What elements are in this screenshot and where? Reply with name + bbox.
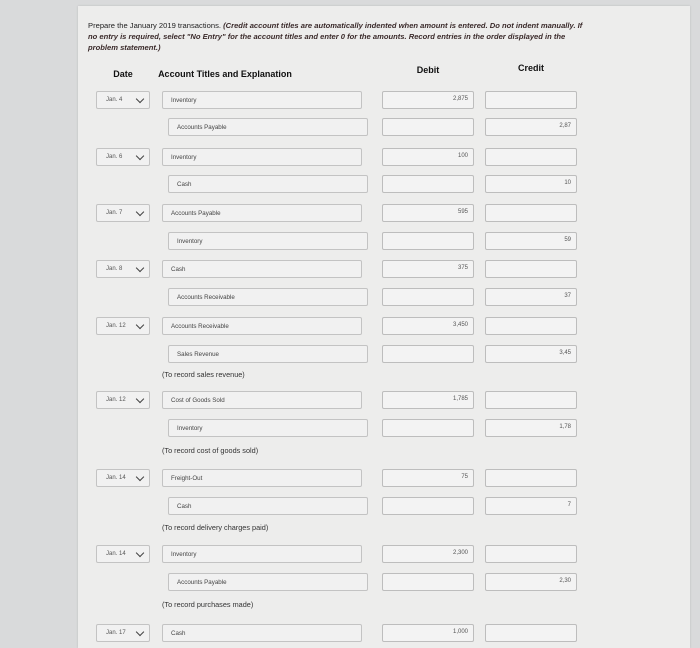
credit-amount-input[interactable]: 59 [485, 232, 577, 250]
chevron-down-icon [136, 628, 144, 636]
journal-row-debit [0, 260, 700, 282]
journal-row-credit [0, 419, 700, 441]
chevron-down-icon [136, 549, 144, 557]
chevron-down-icon [136, 264, 144, 272]
credit-account-input[interactable]: Accounts Receivable [168, 288, 368, 306]
credit-amount-input[interactable]: 2,30 [485, 573, 577, 591]
credit-account-input[interactable]: Cash [168, 175, 368, 193]
date-select[interactable] [96, 148, 150, 166]
credit-amount-input[interactable] [485, 624, 577, 642]
journal-row-credit [0, 232, 700, 254]
debit-amount-input[interactable] [382, 175, 474, 193]
journal-row-debit [0, 545, 700, 567]
debit-account-input[interactable]: Inventory [162, 148, 362, 166]
debit-amount-input[interactable]: 100 [382, 148, 474, 166]
date-select-value: Jan. 14 [106, 551, 126, 557]
date-select[interactable] [96, 391, 150, 409]
journal-row-credit [0, 118, 700, 140]
date-select[interactable] [96, 317, 150, 335]
credit-account-input[interactable]: Inventory [168, 419, 368, 437]
debit-amount-input[interactable] [382, 497, 474, 515]
debit-amount-input[interactable]: 595 [382, 204, 474, 222]
instructions [88, 20, 583, 53]
entry-explanation: (To record sales revenue) [162, 370, 245, 379]
debit-account-input[interactable]: Accounts Receivable [162, 317, 362, 335]
journal-row-debit [0, 469, 700, 491]
debit-amount-input[interactable] [382, 232, 474, 250]
journal-row-debit [0, 148, 700, 170]
credit-amount-input[interactable] [485, 260, 577, 278]
credit-amount-input[interactable] [485, 91, 577, 109]
date-select-value: Jan. 12 [106, 397, 126, 403]
entry-explanation: (To record delivery charges paid) [162, 523, 269, 532]
debit-account-input[interactable]: Cash [162, 260, 362, 278]
chevron-down-icon [136, 152, 144, 160]
debit-amount-input[interactable]: 3,450 [382, 317, 474, 335]
journal-row-debit [0, 317, 700, 339]
debit-amount-input[interactable] [382, 288, 474, 306]
debit-amount-input[interactable]: 2,300 [382, 545, 474, 563]
credit-amount-input[interactable] [485, 317, 577, 335]
journal-row-credit [0, 288, 700, 310]
credit-amount-input[interactable]: 7 [485, 497, 577, 515]
credit-amount-input[interactable] [485, 469, 577, 487]
instructions-detail: (Credit account titles are automatically indented when amount is entered. Do not indent manually. If no entry is required, select "No Entry" for the account titles and enter 0 for the amounts. Record entries in the order displayed in the problem statement.) [88, 21, 583, 52]
debit-account-input[interactable]: Freight-Out [162, 469, 362, 487]
date-select[interactable] [96, 469, 150, 487]
credit-amount-input[interactable]: 1,78 [485, 419, 577, 437]
credit-amount-input[interactable]: 3,45 [485, 345, 577, 363]
date-select[interactable] [96, 624, 150, 642]
journal-row-credit [0, 497, 700, 519]
chevron-down-icon [136, 473, 144, 481]
credit-amount-input[interactable] [485, 391, 577, 409]
journal-row-credit [0, 345, 700, 367]
journal-row-debit [0, 91, 700, 113]
date-select-value: Jan. 7 [106, 210, 123, 216]
debit-account-input[interactable]: Accounts Payable [162, 204, 362, 222]
instructions-lead: Prepare the January 2019 transactions. [88, 21, 221, 30]
credit-account-input[interactable]: Sales Revenue [168, 345, 368, 363]
column-header-date: Date [113, 69, 133, 79]
credit-amount-input[interactable] [485, 204, 577, 222]
debit-amount-input[interactable] [382, 118, 474, 136]
credit-account-input[interactable]: Cash [168, 497, 368, 515]
date-select-value: Jan. 8 [106, 266, 123, 272]
debit-account-input[interactable]: Inventory [162, 91, 362, 109]
credit-amount-input[interactable]: 10 [485, 175, 577, 193]
journal-row-credit [0, 573, 700, 595]
date-select-value: Jan. 6 [106, 154, 123, 160]
date-select-value: Jan. 12 [106, 323, 126, 329]
credit-account-input[interactable]: Inventory [168, 232, 368, 250]
credit-amount-input[interactable] [485, 148, 577, 166]
credit-amount-input[interactable]: 37 [485, 288, 577, 306]
chevron-down-icon [136, 208, 144, 216]
date-select[interactable] [96, 91, 150, 109]
column-header-debit: Debit [416, 65, 440, 75]
journal-row-debit [0, 391, 700, 413]
column-header-credit: Credit [517, 63, 544, 73]
date-select-value: Jan. 14 [106, 475, 126, 481]
date-select[interactable] [96, 204, 150, 222]
debit-amount-input[interactable] [382, 345, 474, 363]
journal-row-debit [0, 204, 700, 226]
credit-account-input[interactable]: Accounts Payable [168, 118, 368, 136]
date-select[interactable] [96, 260, 150, 278]
credit-amount-input[interactable]: 2,87 [485, 118, 577, 136]
debit-amount-input[interactable]: 1,785 [382, 391, 474, 409]
credit-amount-input[interactable] [485, 545, 577, 563]
date-select-value: Jan. 4 [106, 97, 123, 103]
chevron-down-icon [136, 95, 144, 103]
date-select[interactable] [96, 545, 150, 563]
journal-row-credit [0, 175, 700, 197]
debit-account-input[interactable]: Inventory [162, 545, 362, 563]
debit-amount-input[interactable] [382, 573, 474, 591]
debit-amount-input[interactable]: 375 [382, 260, 474, 278]
credit-account-input[interactable]: Accounts Payable [168, 573, 368, 591]
date-select-value: Jan. 17 [106, 630, 126, 636]
debit-account-input[interactable]: Cost of Goods Sold [162, 391, 362, 409]
entry-explanation: (To record purchases made) [162, 600, 254, 609]
entry-explanation: (To record cost of goods sold) [162, 446, 259, 455]
debit-account-input[interactable]: Cash [162, 624, 362, 642]
debit-amount-input[interactable]: 1,000 [382, 624, 474, 642]
chevron-down-icon [136, 395, 144, 403]
debit-amount-input[interactable] [382, 419, 474, 437]
debit-amount-input[interactable]: 75 [382, 469, 474, 487]
debit-amount-input[interactable]: 2,875 [382, 91, 474, 109]
chevron-down-icon [136, 321, 144, 329]
journal-row-debit [0, 624, 700, 646]
column-header-account: Account Titles and Explanation [158, 69, 292, 79]
